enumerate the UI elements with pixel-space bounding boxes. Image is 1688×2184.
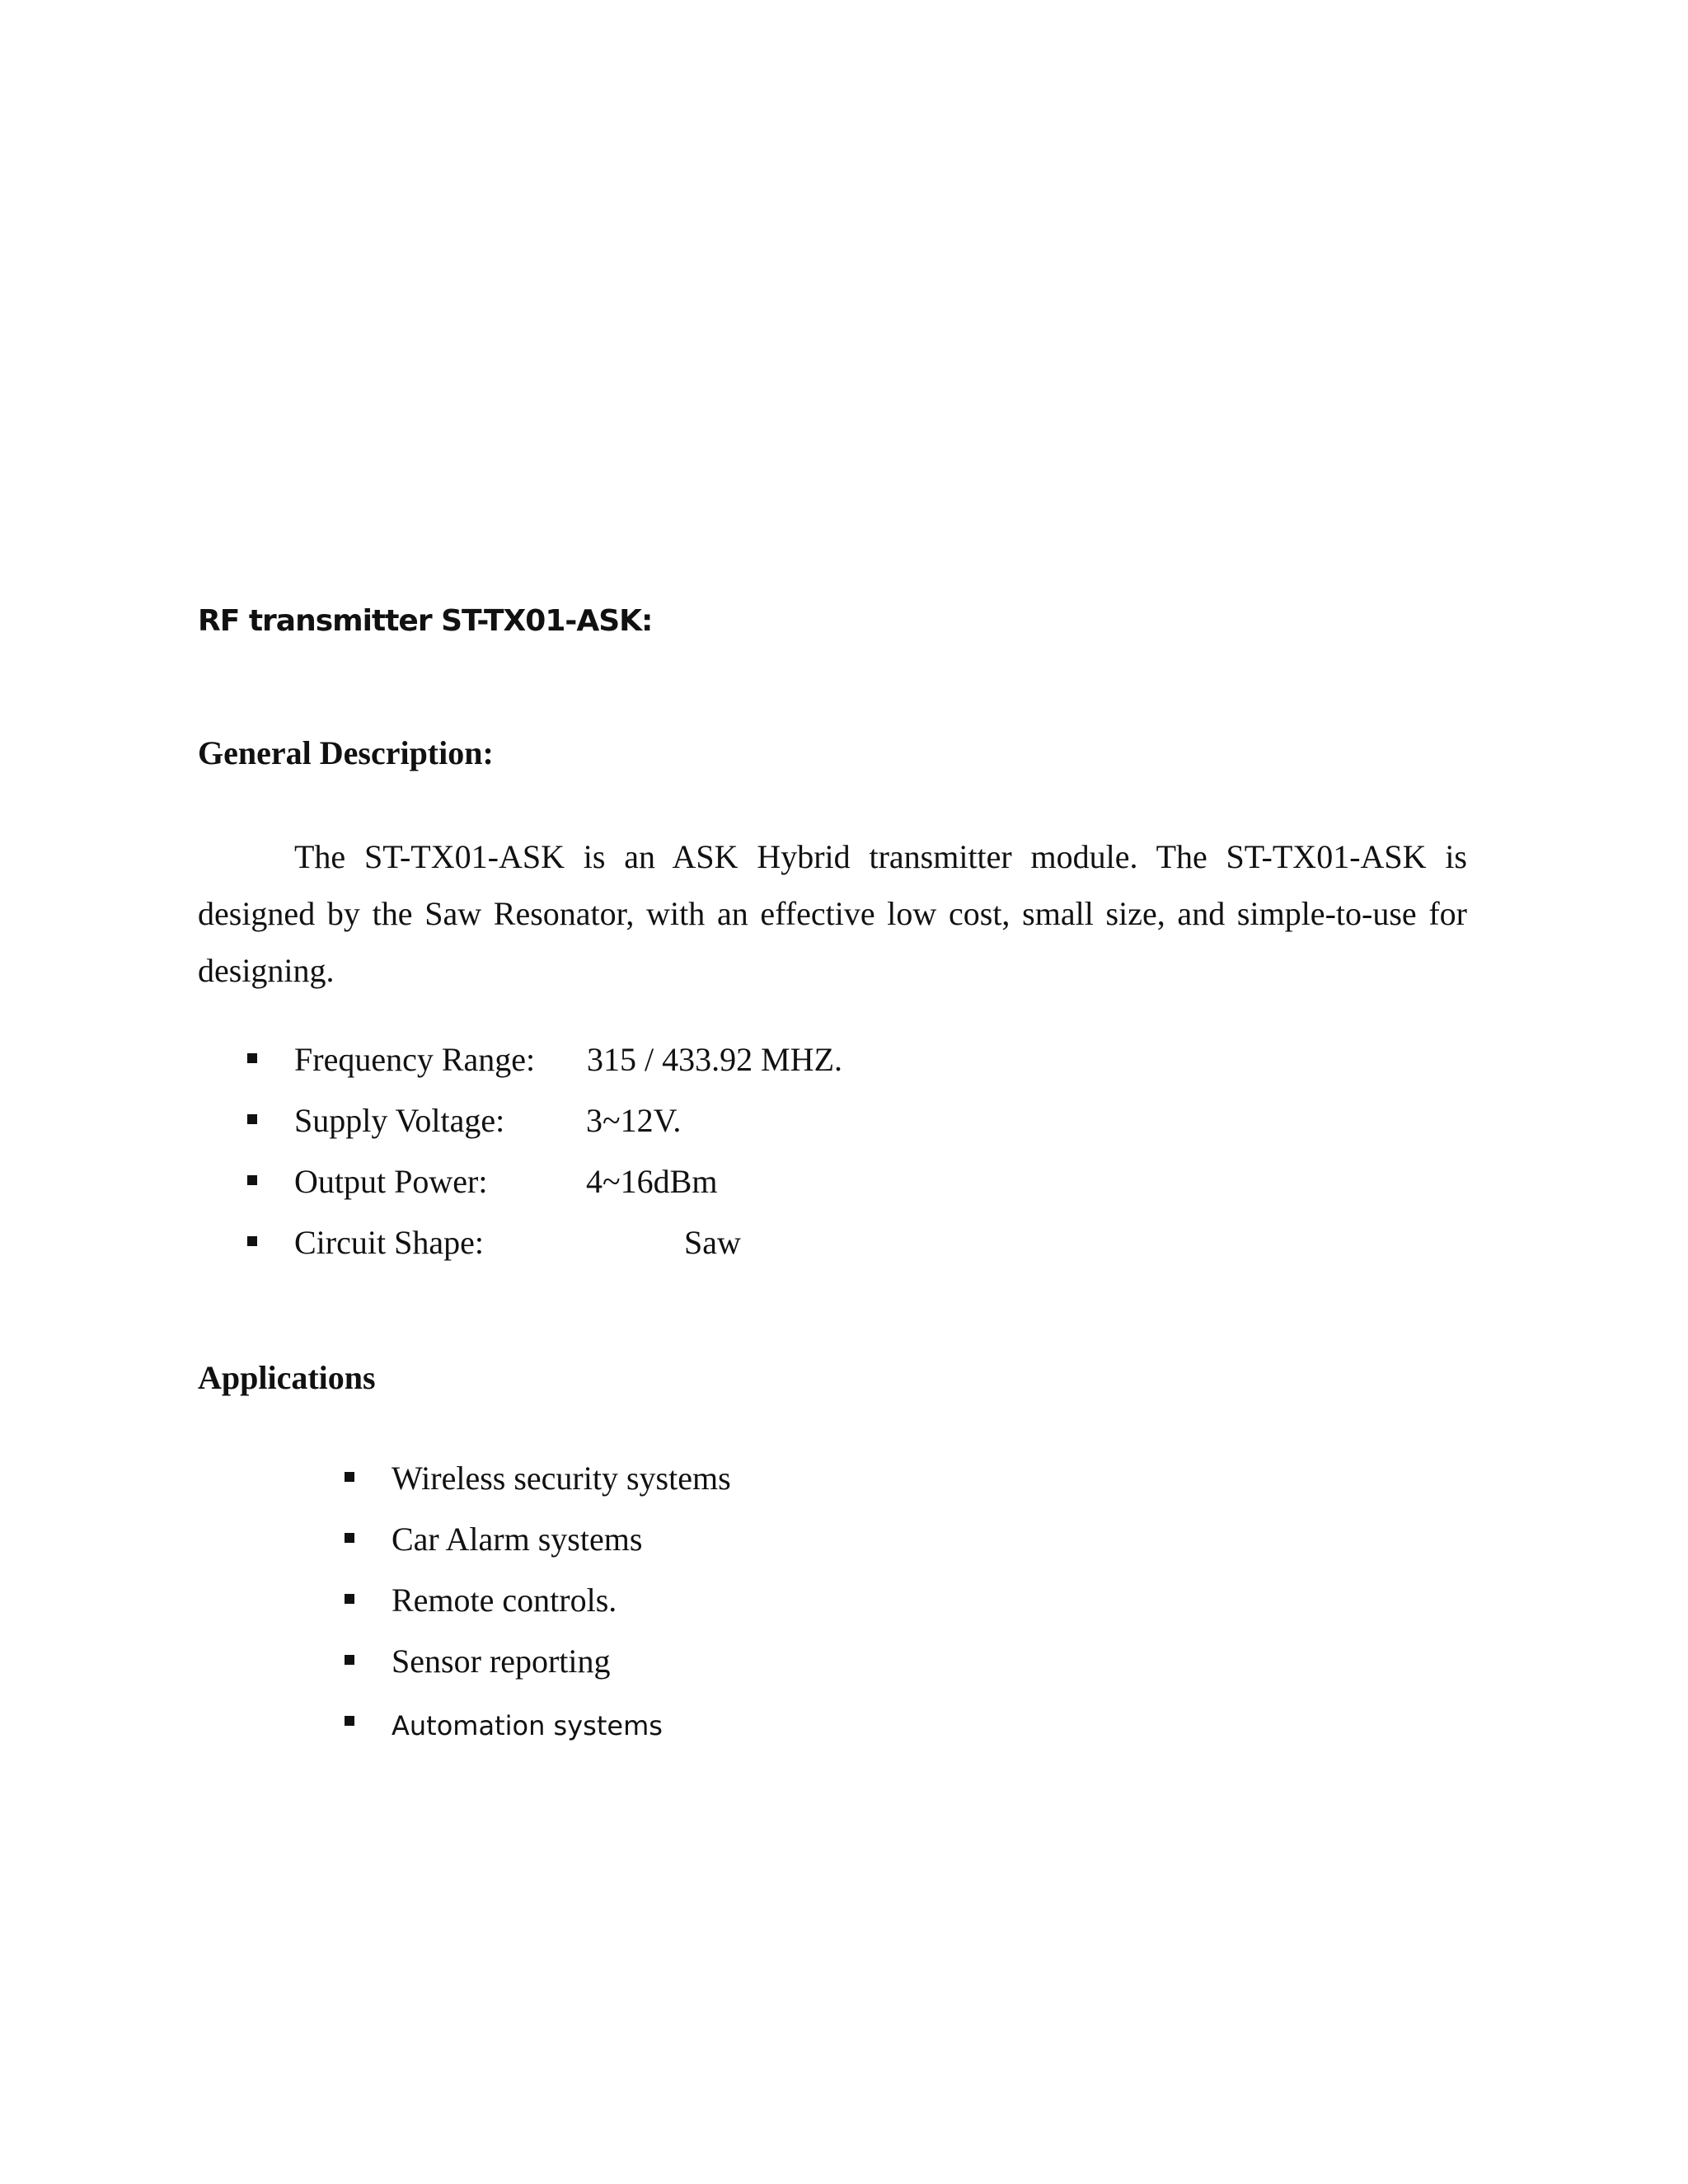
square-bullet-icon (247, 1114, 257, 1124)
square-bullet-icon (345, 1472, 354, 1482)
square-bullet-icon (247, 1053, 257, 1063)
application-label: Sensor reporting (392, 1643, 611, 1680)
spec-value: 315 / 433.92 MHZ. (587, 1041, 842, 1078)
applications-heading: Applications (198, 1359, 376, 1396)
square-bullet-icon (345, 1655, 354, 1665)
square-bullet-icon (345, 1716, 354, 1726)
spec-label: Output Power: (294, 1163, 488, 1200)
application-label: Automation systems (392, 1710, 663, 1741)
square-bullet-icon (247, 1236, 257, 1246)
application-label: Remote controls. (392, 1582, 617, 1619)
spec-value: Saw (684, 1224, 741, 1261)
general-description-paragraph: The ST-TX01-ASK is an ASK Hybrid transmitter module. The ST-TX01-ASK is designed by the Saw Resonator, with an effective low cost, small size, and simple-to-use for designing. (198, 838, 1467, 989)
document-title: RF transmitter ST-TX01-ASK: (198, 604, 653, 638)
application-label: Wireless security systems (392, 1460, 731, 1497)
square-bullet-icon (247, 1175, 257, 1185)
application-label: Car Alarm systems (392, 1521, 643, 1558)
spec-label: Circuit Shape: (294, 1224, 484, 1261)
spec-label: Frequency Range: (294, 1041, 536, 1078)
spec-value: 4~16dBm (586, 1163, 718, 1200)
square-bullet-icon (345, 1594, 354, 1604)
square-bullet-icon (345, 1533, 354, 1543)
spec-value: 3~12V. (586, 1102, 682, 1139)
general-description-heading: General Description: (198, 734, 494, 771)
spec-label: Supply Voltage: (294, 1102, 505, 1139)
